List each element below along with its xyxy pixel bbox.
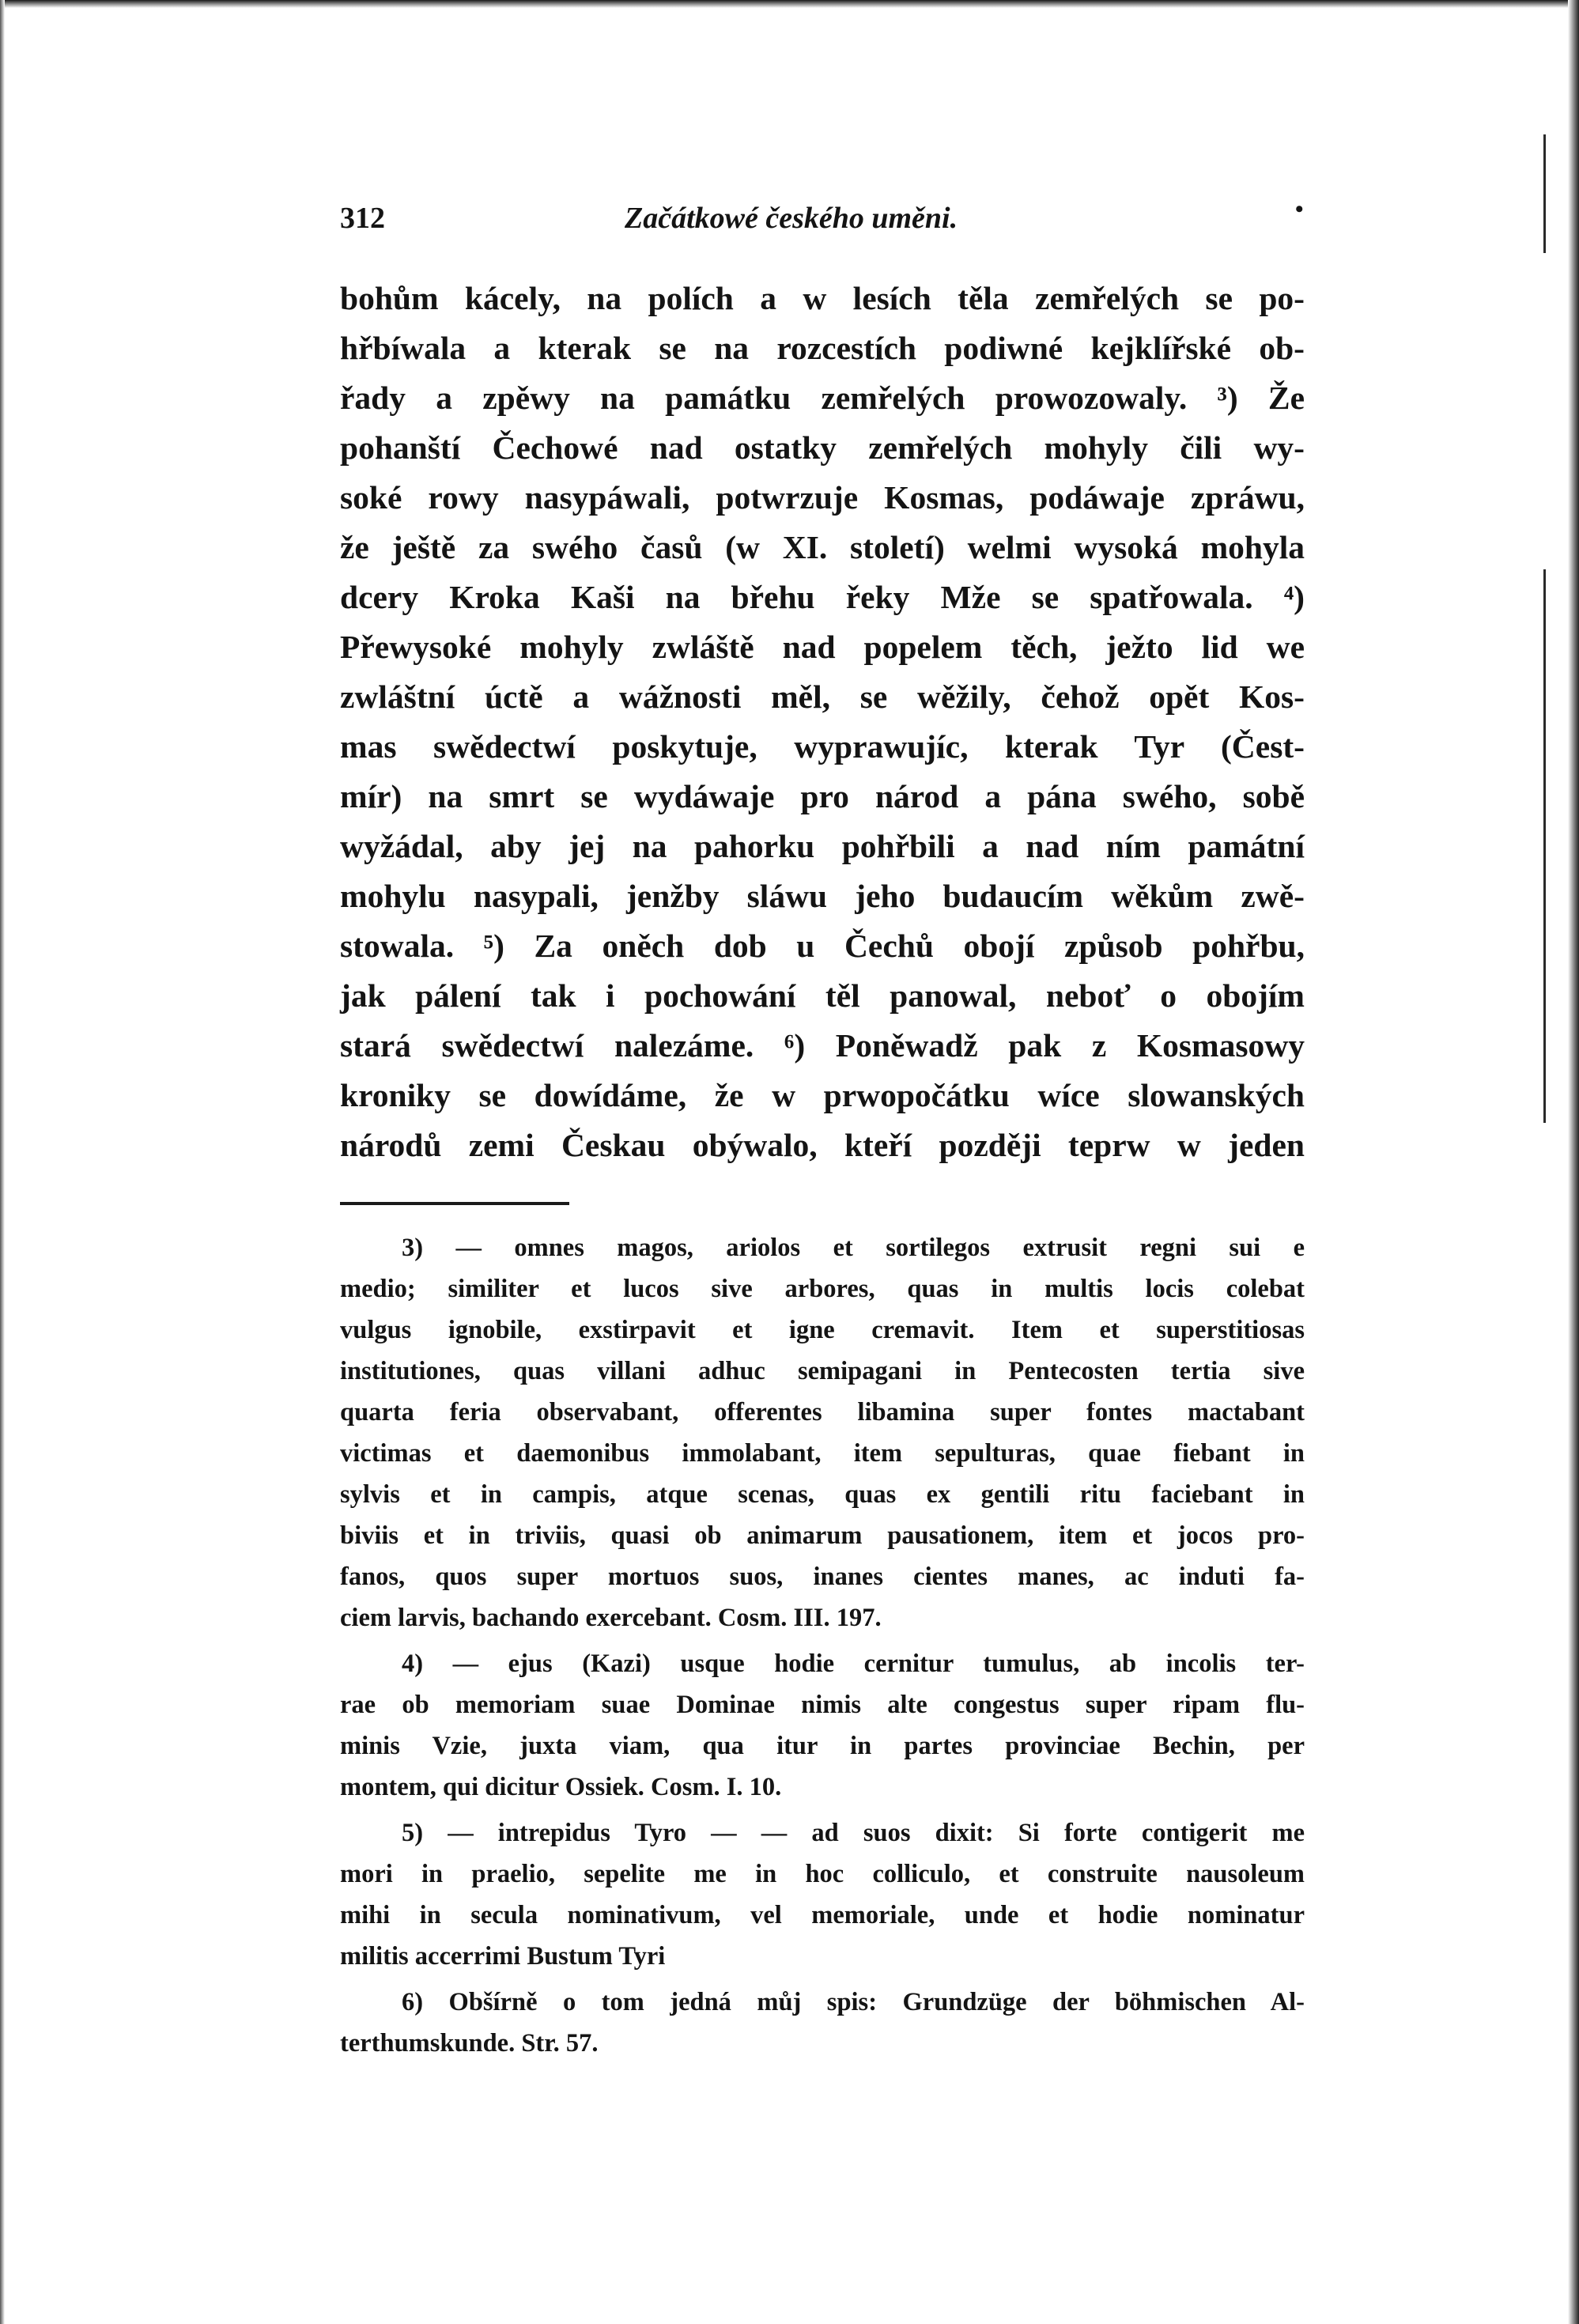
text-line: zwláštní úctě a wážnosti měl, se wěžily, čehož opět Kos-	[340, 678, 1305, 715]
text-line: mas swědectwí poskytuje, wyprawujíc, kterak Tyr (Čest-	[340, 728, 1305, 765]
footnote-line: sylvis et in campis, atque scenas, quas ex gentili ritu faciebant in	[340, 1480, 1305, 1509]
footnote-line: medio; similiter et lucos sive arbores, quas in multis locis colebat	[340, 1275, 1305, 1303]
book-page	[340, 190, 1305, 2064]
footnotes	[340, 1227, 1305, 2064]
footnote-3	[340, 1227, 1305, 1638]
page-header	[340, 190, 1305, 245]
scan-left-edge	[0, 0, 5, 2324]
scan-top-edge	[0, 0, 1579, 8]
footnote-line: terthumskunde. Str. 57.	[340, 2029, 599, 2058]
footnote-line: ciem larvis, bachando exercebant. Cosm. III. 197.	[340, 1604, 882, 1632]
main-text	[340, 274, 1305, 1170]
footnote-line: 5) — intrepidus Tyro — — ad suos dixit: Si forte contigerit me	[402, 1819, 1305, 1847]
scan-right-edge	[1568, 0, 1579, 2324]
footnote-rule	[340, 1202, 569, 1205]
text-line: národů zemi Českau obýwalo, kteří později teprw w jeden	[340, 1127, 1305, 1163]
text-line: mír) na smrt se wydáwaje pro národ a pána swého, sobě	[340, 778, 1305, 814]
footnote-line: mori in praelio, sepelite me in hoc colliculo, et construite nausoleum	[340, 1860, 1305, 1888]
text-line: Přewysoké mohyly zwláště nad popelem těch, ježto lid we	[340, 629, 1305, 665]
footnote-line: minis Vzie, juxta viam, qua itur in partes provinciae Bechin, per	[340, 1732, 1305, 1760]
text-line: kroniky se dowídáme, že w prwopočátku wíce slowanských	[340, 1077, 1305, 1113]
footnote-line: fanos, quos super mortuos suos, inanes cientes manes, ac induti fa-	[340, 1563, 1305, 1591]
header-mark: •	[1295, 196, 1304, 222]
text-line: wyžádal, aby jej na pahorku pohřbili a nad ním památní	[340, 828, 1305, 864]
text-line: že ještě za swého časů (w XI. století) welmi wysoká mohyla	[340, 529, 1305, 565]
page-number: 312	[340, 202, 385, 235]
binding-mark	[1543, 134, 1546, 253]
text-line: bohům kácely, na polích a w lesích těla zemřelých se po-	[340, 280, 1305, 316]
footnote-line: quarta feria observabant, offerentes libamina super fontes mactabant	[340, 1398, 1305, 1427]
running-title: Začátkowé českého uměni.	[625, 202, 958, 235]
binding-mark	[1543, 569, 1546, 1123]
footnote-line: montem, qui dicitur Ossiek. Cosm. I. 10.	[340, 1773, 782, 1801]
footnote-line: victimas et daemonibus immolabant, item sepulturas, quae fiebant in	[340, 1439, 1305, 1468]
footnote-line: mihi in secula nominativum, vel memoriale, unde et hodie nominatur	[340, 1901, 1305, 1929]
text-line: dcery Kroka Kaši na břehu řeky Mže se spatřowala. ⁴)	[340, 579, 1305, 615]
footnote-line: vulgus ignobile, exstirpavit et igne cremavit. Item et superstitiosas	[340, 1316, 1305, 1344]
footnote-4	[340, 1643, 1305, 1808]
text-line: stará swědectwí nalezáme. ⁶) Poněwadž pak z Kosmasowy	[340, 1027, 1305, 1064]
text-line: mohylu nasypali, jenžby sláwu jeho budaucím wěkům zwě-	[340, 878, 1305, 914]
footnote-line: 3) — omnes magos, ariolos et sortilegos extrusit regni sui e	[402, 1234, 1305, 1262]
footnote-line: 6) Obšírně o tom jedná můj spis: Grundzüge der böhmischen Al-	[402, 1988, 1305, 2016]
footnote-line: 4) — ejus (Kazi) usque hodie cernitur tumulus, ab incolis ter-	[402, 1649, 1305, 1678]
text-line: řady a zpěwy na památku zemřelých prowozowaly. ³) Že	[340, 380, 1305, 416]
text-line: hřbíwala a kterak se na rozcestích podiwné kejklířské ob-	[340, 330, 1305, 366]
text-line: soké rowy nasypáwali, potwrzuje Kosmas, podáwaje zpráwu,	[340, 479, 1305, 516]
footnote-line: biviis et in triviis, quasi ob animarum pausationem, item et jocos pro-	[340, 1521, 1305, 1550]
text-line: jak pálení tak i pochowání těl panowal, neboť o obojím	[340, 977, 1305, 1014]
footnote-line: militis accerrimi Bustum Tyri	[340, 1942, 666, 1971]
text-line: stowala. ⁵) Za oněch dob u Čechů obojí způsob pohřbu,	[340, 928, 1305, 964]
footnote-line: rae ob memoriam suae Dominae nimis alte congestus super ripam flu-	[340, 1691, 1305, 1719]
footnote-5	[340, 1812, 1305, 1977]
footnote-line: institutiones, quas villani adhuc semipagani in Pentecosten tertia sive	[340, 1357, 1305, 1385]
footnote-6	[340, 1982, 1305, 2064]
text-line: pohanští Čechowé nad ostatky zemřelých mohyly čili wy-	[340, 429, 1305, 466]
